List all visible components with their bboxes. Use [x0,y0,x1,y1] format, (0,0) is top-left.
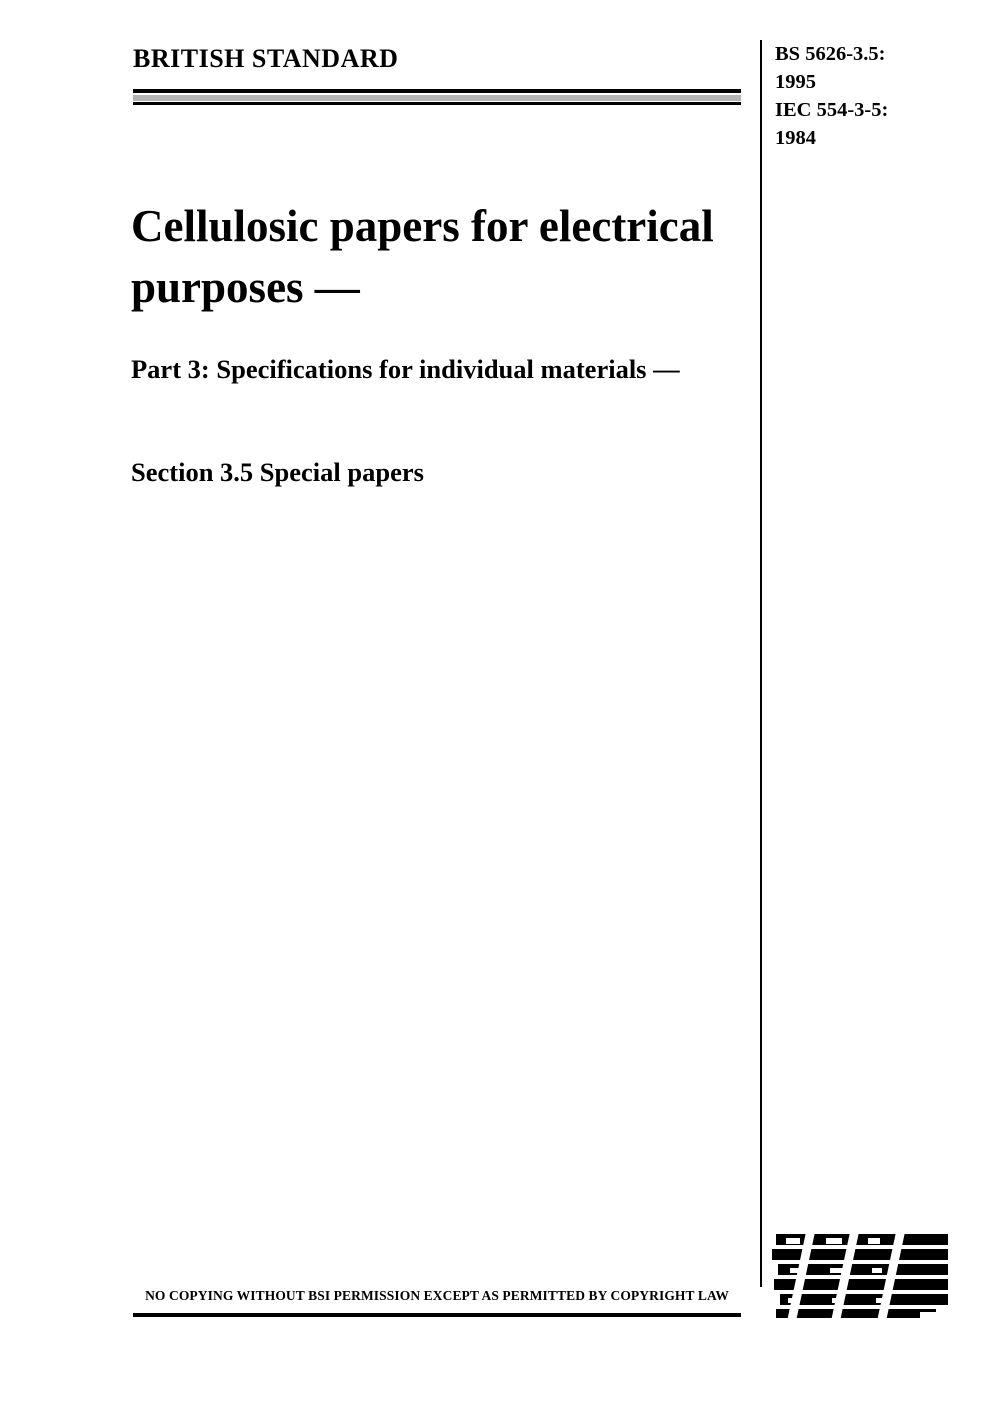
page-title: Cellulosic papers for electrical purposes — [131,201,714,312]
standard-reference-block [775,40,975,152]
page-header-title: BRITISH STANDARD [133,44,399,73]
header-rule-grey [133,95,741,101]
copyright-notice: NO COPYING WITHOUT BSI PERMISSION EXCEPT AS PERMITTED BY COPYRIGHT LAW [145,1288,729,1303]
part-subtitle: Part 3: Specifications for individual materials — [131,354,680,384]
footer-rule [133,1313,741,1317]
bsi-logo [772,1232,952,1320]
section-subtitle: Section 3.5 Special papers [131,457,424,487]
header-rule-bottom [133,102,741,105]
standard-reference-line-2: 1995 [775,71,816,93]
standard-reference-line-3: IEC 554-3-5: [775,99,889,121]
standard-reference-line-1: BS 5626-3.5: [775,43,886,65]
header-rule-top [133,89,741,93]
vertical-divider [760,40,762,1287]
standard-reference-line-4: 1984 [775,127,816,149]
